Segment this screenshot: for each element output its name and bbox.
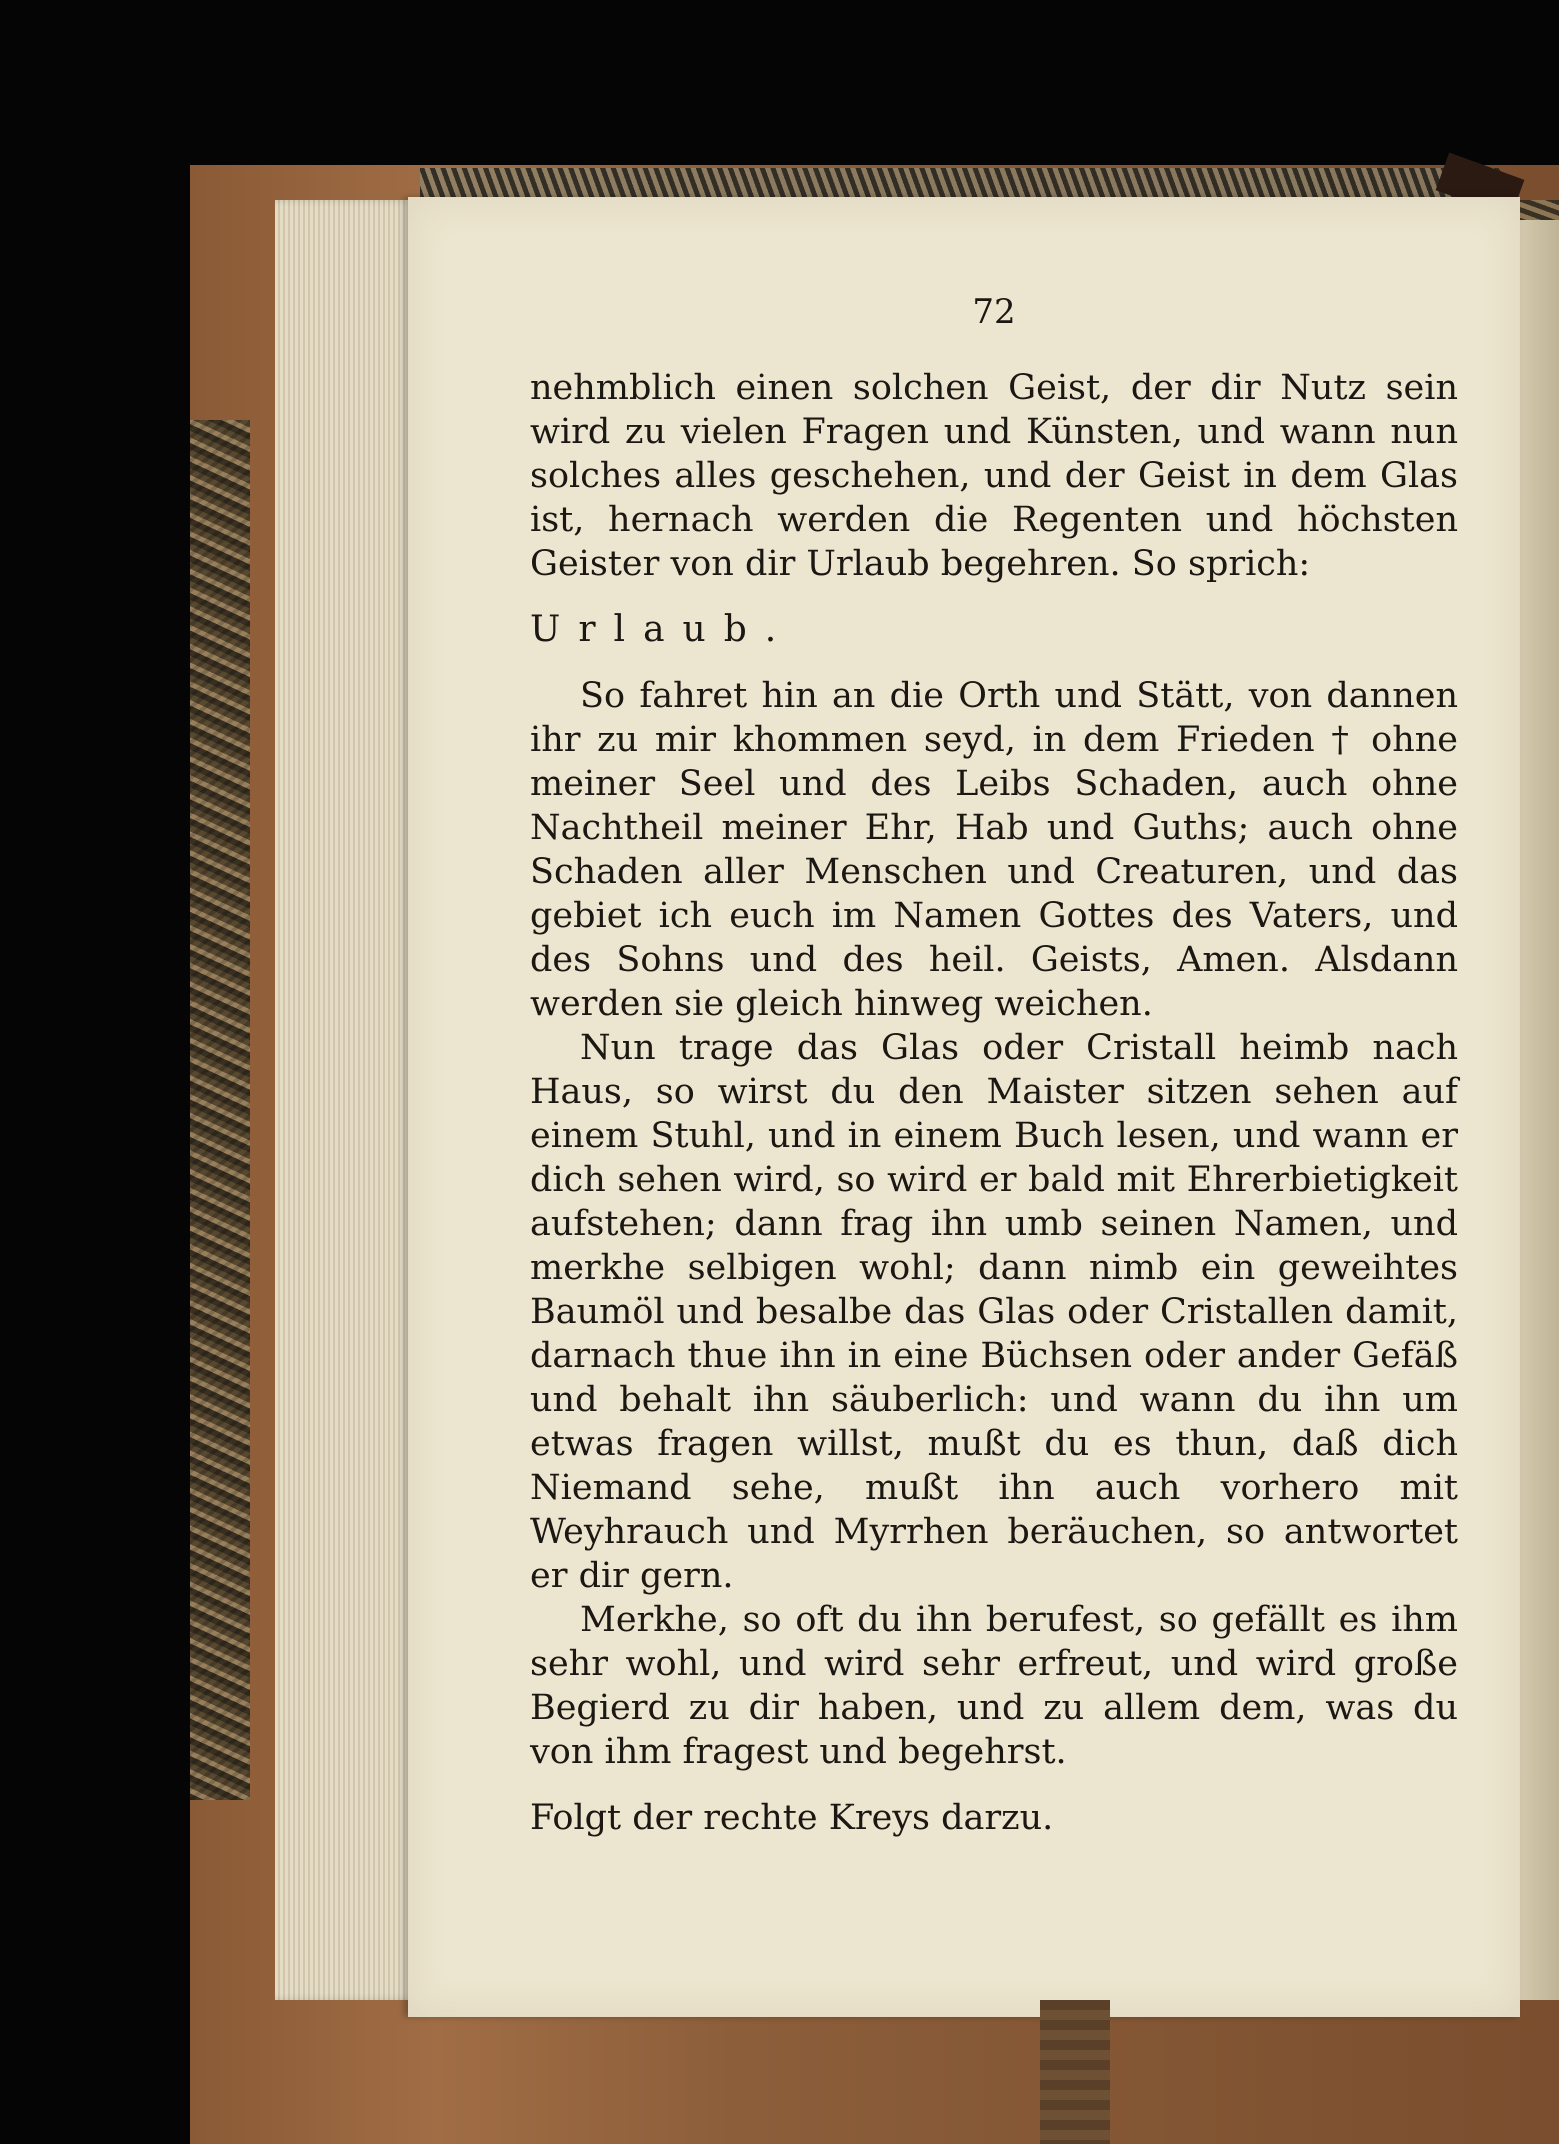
paragraph-3: Nun trage das Glas oder Cristall heimb nach Haus, so wirst du den Maister sitzen sehen auf einem Stuhl, und in einem Buch lesen, und wann er dich sehen wird, so wird er bald mit Ehrerbietigkeit aufstehen; dann frag ihn umb seinen Namen, und merkhe selbigen wohl; dann nimb ein geweihtes Baumöl und besalbe das Glas oder Cristallen damit, darnach thue ihn in eine Büchsen oder ander Gefäß und behalt ihn säuberlich: und wann du ihn um etwas fragen willst, mußt du es thun, daß dich Niemand sehe, mußt ihn auch vorhero mit Weyhrauch und Myrrhen beräuchen, so antwortet er dir gern.	[530, 1028, 1458, 1596]
paragraph-2: So fahret hin an die Orth und Stätt, von dannen ihr zu mir khommen seyd, in dem Frieden † ohne meiner Seel und des Leibs Schaden, auch ohne Nachtheil meiner Ehr, Hab und Guths; auch ohne Schaden aller Menschen und Creaturen, und das gebiet ich euch im Namen Gottes des Vaters, und des Sohns und des heil. Geists, Amen. Alsdann werden sie gleich hinweg weichen.	[530, 676, 1458, 1024]
section-heading: Urlaub.	[530, 609, 795, 650]
closing-line: Folgt der rechte Kreys darzu.	[530, 1798, 1054, 1838]
marbled-edge-top	[420, 168, 1500, 200]
paragraph-1: nehmblich einen solchen Geist, der dir Nutz sein wird zu vielen Fragen und Künsten, und wann nun solches alles geschehen, und der Geist in dem Glas ist, hernach werden die Regenten und höchsten Geister von dir Urlaub begehren. So sprich:	[530, 368, 1458, 584]
marbled-endpaper-left	[190, 420, 250, 1800]
page-number: 72	[972, 292, 1016, 332]
page-text-block	[530, 290, 1458, 1840]
bookmark-ribbon	[1040, 2000, 1110, 2144]
paragraph-4: Merkhe, so oft du ihn berufest, so gefällt es ihm sehr wohl, und wird sehr erfreut, und wird große Begierd zu dir haben, und zu allem dem, was du von ihm fragest und begehrst.	[530, 1600, 1458, 1772]
